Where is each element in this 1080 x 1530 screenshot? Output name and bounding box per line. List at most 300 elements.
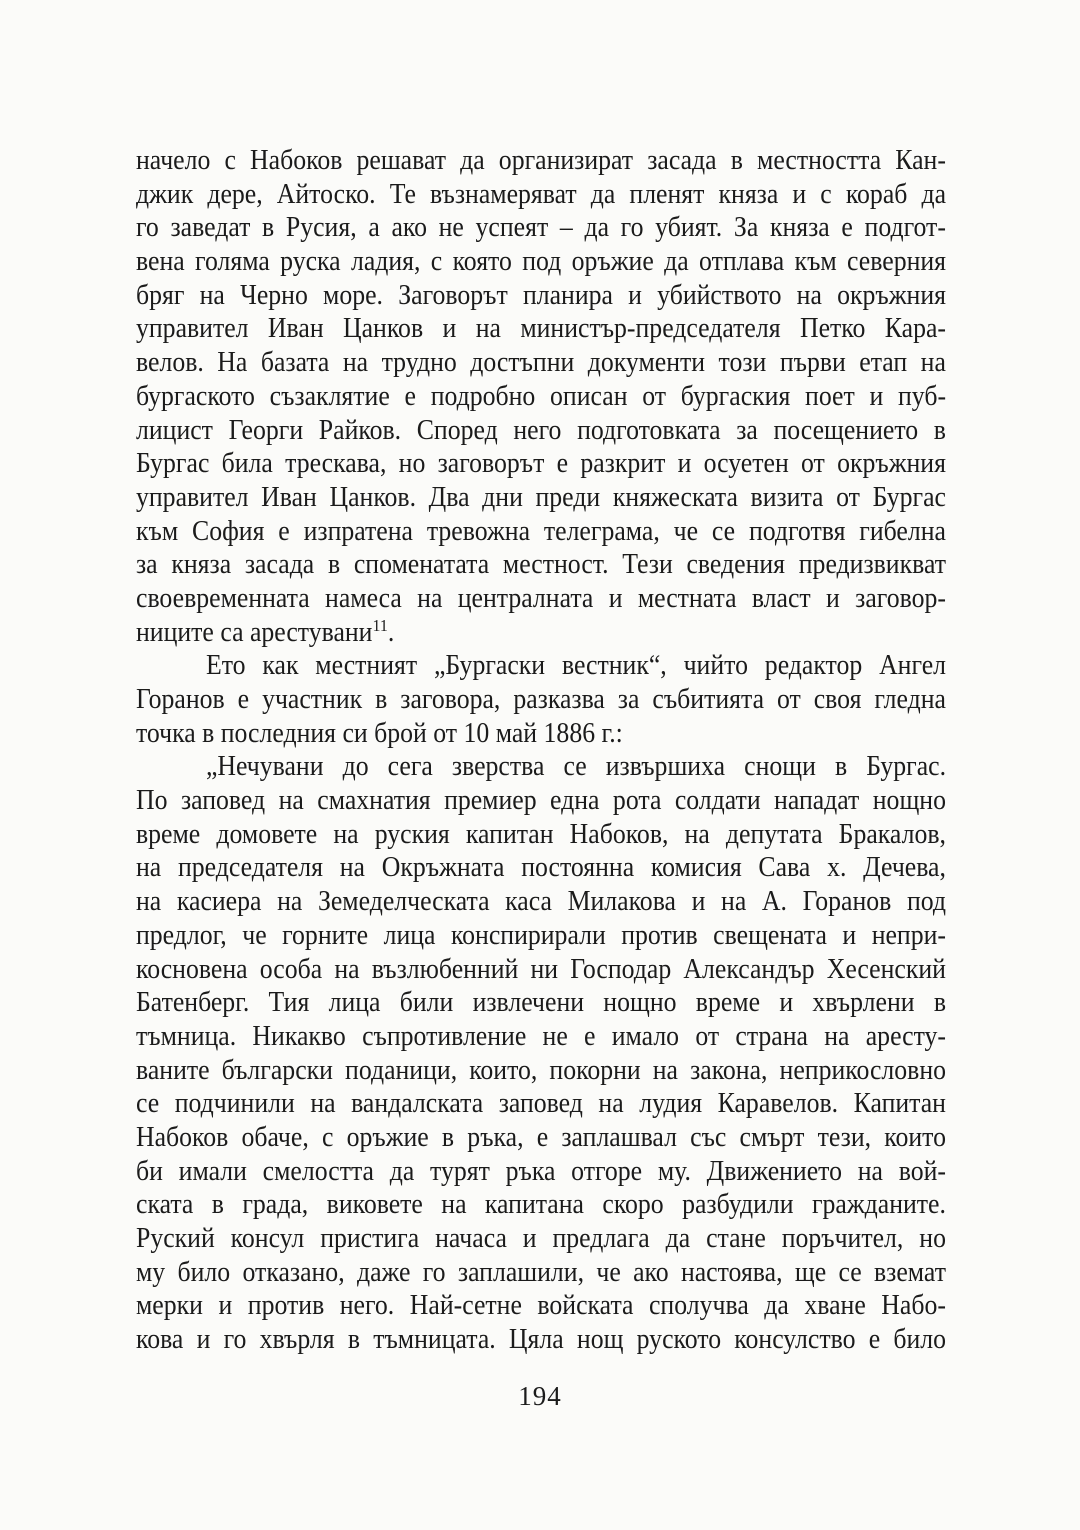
word: бургаското [136,380,255,412]
word: гражданите. [811,1189,946,1221]
word: вандалската [351,1088,484,1120]
word: в [327,549,341,581]
word: и [677,448,692,480]
word: руския [374,818,450,850]
word: как [262,650,299,682]
word: княза [171,549,232,581]
word: преди [535,481,601,513]
word: да [665,1223,691,1254]
word: участник [262,684,363,715]
word: начело [136,145,211,176]
word: подчинили [174,1088,295,1120]
text-line [136,515,946,549]
word: достъпни [470,347,575,379]
word: имало [611,1020,680,1052]
word: етап [859,347,908,379]
text-line [136,279,946,313]
word: визита [750,481,824,513]
word: чийто [683,650,748,682]
word: и [826,582,840,614]
word: Два [428,481,470,513]
word: в [933,414,946,446]
word: лица [383,919,436,951]
word: управител [136,313,249,345]
text-line [136,919,946,953]
word: окръжния [837,279,946,311]
word: с [430,246,443,278]
text-line [136,1087,946,1121]
word: една [550,785,600,817]
word: По [136,785,168,817]
word: тъмница. [136,1020,237,1052]
word: Цанков [342,313,424,345]
word: убийството [657,279,782,311]
text-line [136,1155,946,1189]
word: на [920,347,946,379]
paragraph [136,144,946,649]
word: и [691,886,706,918]
word: своевременната [136,582,310,614]
word: Бракалов, [838,818,946,850]
word: премиер [444,785,537,817]
word: подготвя [748,515,846,547]
word: предизвикват [798,549,946,581]
word: свещената [713,919,827,951]
word: вземат [873,1256,946,1288]
word: съзаклятие [269,380,390,412]
word: тревожна [426,515,531,547]
word: заговора, [400,684,501,715]
word: му. [657,1155,691,1187]
word: на [334,953,360,985]
word: трескава, [285,448,387,480]
word: на [857,1155,883,1187]
word: местност. [502,549,609,581]
word: Набоков [136,1121,229,1153]
word: княза [718,178,779,210]
word: пристига [320,1223,420,1254]
word: до [342,751,369,783]
word: покорни [549,1054,641,1086]
word: трудно [381,347,457,379]
word: заповед [180,785,266,817]
word: Милакова [567,886,676,918]
word: Черно [240,279,308,311]
word: Заговорът [398,279,508,311]
word: на [310,1088,336,1120]
word: се [838,1256,862,1288]
word: окръжния [837,448,946,480]
word: „Нечувани [205,751,324,783]
word: солдати [674,785,761,817]
word: Каравелов. [717,1088,839,1120]
word: на [824,1020,850,1052]
word: каса [505,886,552,918]
word: Най-сетне [409,1290,522,1322]
word: мерки [136,1290,203,1322]
word: от [642,380,667,412]
word: нощно [603,987,677,1019]
word: отплава [699,246,785,278]
word: централната [457,582,594,614]
word: против [247,1290,325,1322]
word: „Бургаски [433,650,546,682]
word: Горанов [802,886,892,918]
word: аресту- [865,1020,946,1052]
word: се [563,751,587,783]
word: пленят [629,178,705,210]
word: конспирирали [450,919,606,951]
word: изпратена [303,515,413,547]
word: за [136,549,158,581]
word: първи [779,347,846,379]
word: да [921,178,947,210]
word: и [218,1290,233,1322]
word: косновена [136,953,248,985]
word: горните [282,919,369,951]
word: Кан- [895,145,946,176]
word: отказано, [242,1256,345,1288]
word: заговор- [855,582,946,614]
word: гибелна [859,515,946,547]
word: Движението [706,1155,842,1187]
word: Хесенский [826,953,946,985]
word: За [733,212,759,244]
word: особа [259,953,323,985]
word: да [584,212,610,244]
word: събитията [652,684,765,715]
word: ладия, [350,246,421,278]
word: и [792,178,807,210]
text-line [136,683,946,717]
word: извършиха [605,751,726,783]
word: тези, [817,1121,872,1153]
word: е [556,448,569,480]
word: която [452,246,512,278]
word: предлог, [136,919,227,951]
word: към [136,515,179,547]
word: е [868,1324,881,1356]
word: руска [280,246,341,278]
word: с [820,178,832,210]
word: възлюбенний [371,953,519,985]
word: заведат [170,212,251,244]
word: било [893,1324,947,1356]
word: Цяла [508,1324,564,1356]
word: стане [706,1223,766,1254]
word: предлага [552,1223,650,1254]
word: от [836,481,860,513]
word: дни [482,481,523,513]
word: които, [469,1054,538,1086]
word: турят [430,1155,490,1187]
word: планира [522,279,613,311]
word: заплашвал [561,1121,677,1153]
word: но [398,448,426,480]
word: Иван [267,313,324,345]
word: сполучва [648,1290,749,1322]
word: града, [242,1189,309,1221]
word: към [794,246,837,278]
word: за [617,684,640,715]
word: Тези [622,549,673,581]
word: на [199,279,225,311]
text-line [136,1121,946,1155]
word: разказва [513,684,605,715]
word: виковете [326,1189,423,1221]
word: тъмницата. [373,1324,496,1356]
word: Окръжната [381,852,505,884]
word: капитан [465,818,554,850]
word: но [919,1223,946,1254]
word: на [136,852,162,884]
text-line [136,211,946,245]
word: непри- [871,919,946,951]
word: своя [813,684,862,715]
word: Иван [261,481,317,513]
word: на [136,886,162,918]
word: Райков. [318,414,402,446]
word: вой- [898,1155,946,1187]
word: Земеделческата [317,886,490,918]
word: министър-председателя [520,313,781,345]
word: консул [230,1223,305,1254]
text-line [136,851,946,885]
word: имали [178,1155,247,1187]
word: капитана [484,1189,584,1221]
word: ако [391,212,427,244]
word: базата [260,347,330,379]
word: джик [136,178,194,210]
word: Кара- [884,313,946,345]
word: вестник“, [561,650,667,682]
word: го [422,1256,446,1288]
word: смахнатия [317,785,431,817]
word: от [801,448,825,480]
text-line [136,649,946,683]
word: управител [136,481,249,513]
word: на [652,1054,679,1086]
word: на [417,582,443,614]
word: местността [757,145,882,176]
word: се [136,1088,160,1120]
word: посещението [773,414,919,446]
word: Русия, [285,212,357,244]
text-line [136,885,946,919]
word: възнамеряват [430,178,577,210]
word: поръчител, [781,1223,904,1254]
word: северния [847,246,947,278]
word: войската [537,1290,634,1322]
word: осуетен [703,448,789,480]
word: закона, [690,1054,768,1086]
word: на [342,347,369,379]
word: от [695,1020,720,1052]
word: нощ [576,1324,624,1356]
word: била [221,448,273,480]
word: море. [323,279,384,311]
word: в [375,684,388,715]
word: е [237,684,250,715]
word: му [136,1256,166,1288]
word: а [368,212,380,244]
paragraph [136,649,946,750]
text-line [136,1256,946,1290]
word: Тия [268,987,310,1019]
text-line [136,1020,946,1054]
word: Господар [570,953,672,985]
word: Набоков, [569,818,669,850]
word: страна [735,1020,808,1052]
word: лудия [639,1088,703,1120]
word: Набо- [881,1290,946,1322]
word: постоянна [521,852,635,884]
word: скоро [602,1189,664,1221]
word: хвърлени [812,987,915,1019]
word: български [221,1054,333,1086]
word: и [522,1223,537,1254]
word: княза [769,212,830,244]
word: на [333,818,359,850]
word: намеса [325,582,402,614]
word: Батенберг. [136,987,250,1019]
word: голяма [195,246,270,278]
word: споменатата [353,549,490,581]
word: начаса [435,1223,507,1254]
word: че [596,1256,621,1288]
word: Те [389,178,416,210]
word: лица [328,987,381,1019]
word: оръжие [571,246,654,278]
word: е [584,1020,596,1052]
word: на [475,313,501,345]
text-line [136,986,946,1020]
word: Дечева, [863,852,946,884]
text-line [136,1289,946,1323]
word: в [262,212,275,244]
word: че [673,515,699,547]
word: и [779,987,794,1019]
word: на [796,279,822,311]
word: София [192,515,265,547]
word: нападат [774,785,860,817]
word: на [598,1088,624,1120]
word: да [389,1155,415,1187]
text-line: ниците са арестувани$^{11}$. [136,616,395,648]
word: Бургас [136,448,210,480]
word: бургаския [680,380,791,412]
word: комисия [650,852,742,884]
word: на [721,886,747,918]
word: Георги [228,414,304,446]
word: против [621,919,698,951]
text-line [136,548,946,582]
word: хвърля [259,1324,335,1356]
word: консулство [734,1324,856,1356]
word: го [136,212,159,244]
word: нощно [872,785,946,817]
word: отгоре [571,1155,643,1187]
word: председателя [177,852,324,884]
text-line [136,1222,946,1256]
word: кораб [845,178,908,210]
word: Александър [683,953,815,985]
word: Набоков [250,145,343,176]
word: да [590,178,616,210]
word: власт [751,582,811,614]
word: ската [136,1189,194,1221]
word: за [736,414,758,446]
word: в [730,145,743,176]
word: снощи [744,751,816,783]
word: подробно [430,380,536,412]
word: ръка [505,1155,556,1187]
word: този [718,347,767,379]
word: ни [530,953,559,985]
page-number: 194 [518,1381,562,1411]
text-line [136,582,946,616]
word: дере, [207,178,263,210]
word: Петко [799,313,866,345]
word: княжеската [612,481,738,513]
word: сега [387,751,433,783]
word: Никакво [252,1020,346,1052]
word: редактор [764,650,863,682]
word: депутата [725,818,823,850]
word: домовете [216,818,318,850]
word: решават [356,145,446,176]
word: ще [794,1256,827,1288]
word: даже [356,1256,411,1288]
word: е [841,212,853,244]
word: Горанов [136,684,225,715]
word: и [842,919,857,951]
word: хване [804,1290,866,1322]
word: зверства [451,751,545,783]
word: го [223,1324,247,1356]
word: би [136,1155,163,1187]
word: обаче, [241,1121,309,1153]
word: Капитан [853,1088,946,1120]
word: и [869,380,884,412]
word: документи [587,347,706,379]
word: на [441,1189,467,1221]
text-line [136,784,946,818]
text-line [136,481,946,515]
word: е [278,515,290,547]
word: се [711,515,736,547]
word: ваните [136,1054,210,1086]
word: които [884,1121,946,1153]
word: него [513,414,562,446]
word: с [224,145,236,176]
word: извлечени [472,987,585,1019]
word: в [834,751,848,783]
word: на [339,852,366,884]
word: Ангел [879,650,947,682]
word: не [542,1020,568,1052]
word: смърт [739,1121,805,1153]
word: е [536,1121,549,1153]
word: телеграма, [543,515,660,547]
text-line [136,178,946,212]
word: да [664,246,689,278]
footnote-marker: 11 [372,616,388,636]
word: поет [805,380,855,412]
word: неприкословно [779,1054,947,1086]
word: рота [612,785,662,817]
text-line [136,1054,946,1088]
